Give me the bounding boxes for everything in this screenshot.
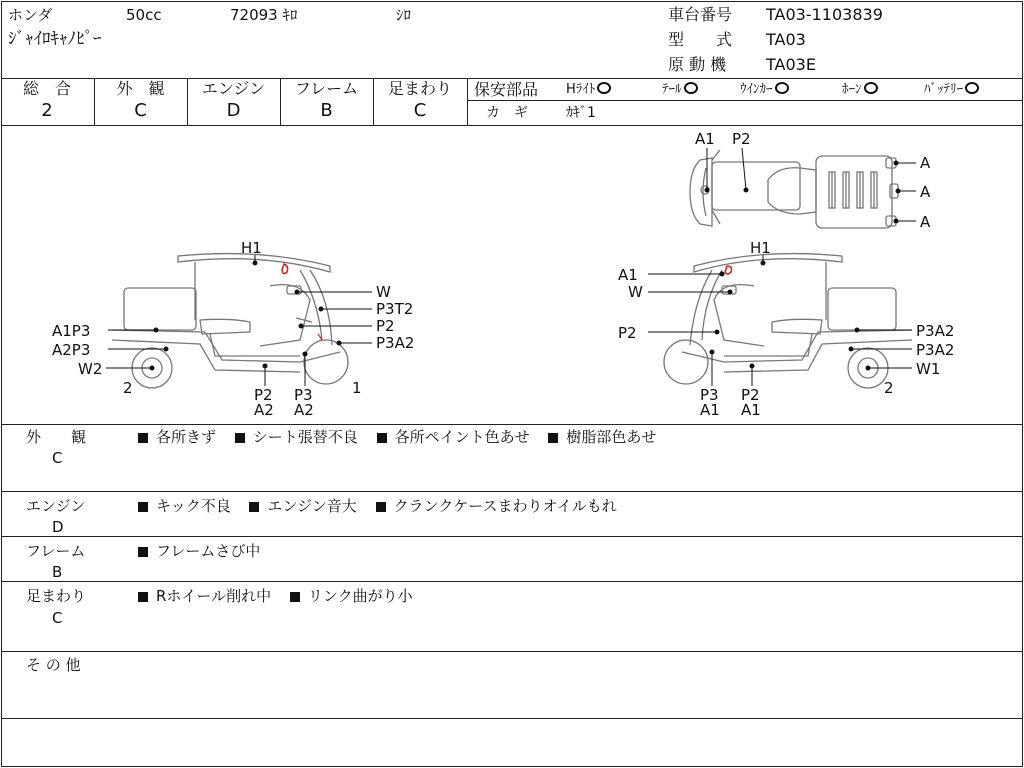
note-exterior-grade: C (52, 449, 63, 467)
grade-frame-value: B (320, 100, 333, 121)
left-p3a2-label: P3A2 (376, 334, 415, 352)
bullet-icon (377, 433, 387, 443)
top-a-label-1: A (920, 154, 931, 172)
mileage: 72093 ｷﾛ (230, 6, 298, 24)
model-type-label: 型 式 (668, 30, 733, 49)
engine-type: TA03E (766, 55, 816, 74)
safety-headlight: Hﾗｲﾄ (566, 81, 611, 99)
left-bottom-p2: P2 (254, 386, 273, 404)
bullet-icon (138, 592, 148, 602)
frame-number: TA03-1103839 (766, 5, 883, 24)
note-suspension-label: 足まわり (26, 587, 87, 605)
left-w2-label: W2 (78, 360, 103, 378)
left-a2p3-label: A2P3 (52, 341, 91, 359)
note-engine-grade: D (52, 518, 64, 536)
ok-mark-icon (864, 82, 878, 94)
key-label: カ ギ (486, 105, 528, 121)
right-w1-label: W1 (916, 360, 941, 378)
body-color: ｼﾛ (396, 6, 412, 24)
bullet-icon (138, 502, 148, 512)
divider (467, 78, 468, 125)
top-a-label-3: A (920, 213, 931, 231)
note-engine-items: キック不良 エンジン音大 クランクケースまわりオイルもれ (138, 497, 631, 515)
note-exterior-label: 外 観 (26, 428, 87, 446)
left-num2-label: 2 (123, 379, 133, 397)
grade-exterior-label: 外 観 (116, 79, 165, 98)
right-num2-label: 2 (884, 379, 894, 397)
note-engine-label: エンジン (26, 497, 86, 515)
model-type: TA03 (766, 30, 806, 49)
note-frame-label: フレーム (26, 542, 86, 560)
bullet-icon (376, 502, 386, 512)
bullet-icon (548, 433, 558, 443)
divider (1, 491, 1023, 492)
left-p2-label: P2 (376, 317, 395, 335)
bullet-icon (138, 547, 148, 557)
bullet-icon (249, 502, 259, 512)
key-value: ｶｷﾞ1 (566, 105, 596, 121)
engine-type-label: 原 動 機 (668, 55, 727, 74)
ok-mark-icon (965, 82, 979, 94)
bullet-icon (235, 433, 245, 443)
grade-suspension-value: C (413, 100, 427, 121)
right-bottom-a1: A1 (700, 401, 720, 419)
right-bottom-a1b: A1 (741, 401, 761, 419)
maker: ホンダ (8, 6, 53, 24)
frame-number-label: 車台番号 (668, 5, 733, 24)
top-a1-label: A1 (695, 130, 715, 148)
grade-suspension-label: 足まわり (387, 79, 452, 98)
right-bottom-p2: P2 (741, 386, 760, 404)
left-h1-label: H1 (241, 239, 262, 257)
safety-winker: ｳｲﾝｶｰ (740, 81, 789, 99)
right-a1-label: A1 (618, 266, 638, 284)
right-w-label: W (628, 283, 643, 301)
grade-overall-label: 総 合 (22, 79, 71, 98)
divider (1, 424, 1023, 425)
grade-engine-label: エンジン (201, 79, 266, 98)
note-exterior-items: 各所きず シート張替不良 各所ペイント色あせ 樹脂部色あせ (138, 428, 670, 446)
top-p2-label: P2 (732, 130, 751, 148)
divider (1, 651, 1023, 652)
left-bottom-a2: A2 (254, 401, 274, 419)
left-bottom-p3: P3 (294, 386, 313, 404)
safety-horn: ﾎｰﾝ (842, 81, 878, 99)
ok-mark-icon (775, 82, 789, 94)
left-a1p3-label: A1P3 (52, 322, 91, 340)
note-suspension-items: Rホイール削れ中 リンク曲がり小 (138, 587, 427, 605)
top-view-scooter (690, 150, 898, 228)
left-w-label: W (376, 283, 391, 301)
divider (468, 100, 1023, 101)
right-p2-label: P2 (618, 324, 637, 342)
left-bottom-a2b: A2 (294, 401, 314, 419)
note-other-label: そ の 他 (26, 656, 81, 674)
displacement: 50cc (126, 6, 162, 24)
condition-diagram (0, 126, 1024, 424)
safety-battery: ﾊﾞｯﾃﾘｰ (924, 81, 979, 99)
right-p3a2-lower: P3A2 (916, 341, 955, 359)
grade-overall-value: 2 (41, 100, 53, 121)
grade-frame-label: フレーム (294, 79, 359, 98)
right-p3a2-upper: P3A2 (916, 322, 955, 340)
right-h1-label: H1 (750, 239, 771, 257)
note-frame-grade: B (52, 563, 63, 581)
grade-engine-value: D (226, 100, 241, 121)
grade-exterior-value: C (134, 100, 147, 121)
bullet-icon (290, 592, 300, 602)
ok-mark-icon (597, 82, 611, 94)
divider (1, 718, 1023, 719)
safety-taillight: ﾃｰﾙ (662, 81, 698, 99)
model-name: ｼﾞｬｲﾛｷｬﾉﾋﾟｰ (8, 29, 102, 49)
safety-parts-label: 保安部品 (474, 80, 539, 99)
left-num1-label: 1 (352, 379, 362, 397)
top-a-label-2: A (920, 183, 931, 201)
left-p3t2-label: P3T2 (376, 300, 414, 318)
right-bottom-p3: P3 (700, 386, 719, 404)
bullet-icon (138, 433, 148, 443)
ok-mark-icon (684, 82, 698, 94)
divider (1, 536, 1023, 537)
divider (1, 581, 1023, 582)
note-suspension-grade: C (52, 609, 63, 627)
note-frame-items: フレームさび中 (138, 542, 274, 560)
